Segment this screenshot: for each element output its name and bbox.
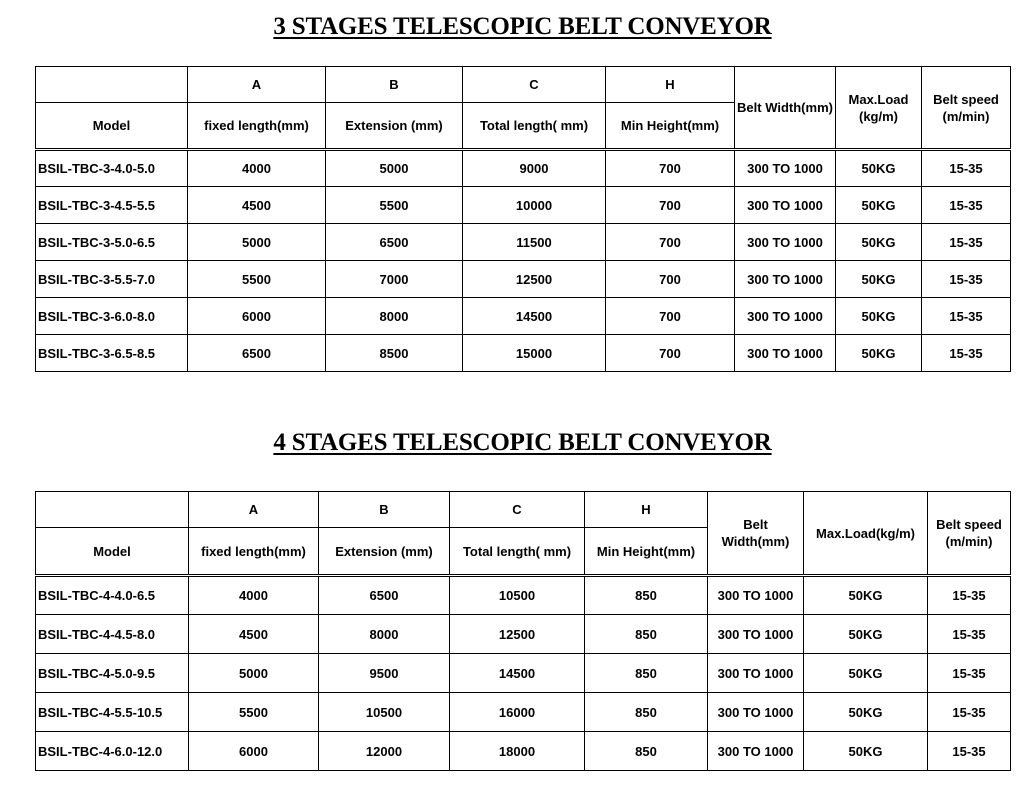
col-letter-h: H — [606, 67, 735, 103]
fixed-length-cell: 4500 — [188, 187, 326, 224]
model-cell: BSIL-TBC-4-4.0-6.5 — [36, 576, 189, 615]
total-length-cell: 15000 — [463, 335, 606, 372]
extension-cell: 5000 — [326, 150, 463, 187]
min-height-cell: 850 — [585, 654, 708, 693]
model-header: Model — [36, 103, 188, 150]
model-cell: BSIL-TBC-4-4.5-8.0 — [36, 615, 189, 654]
table-row — [36, 732, 1011, 771]
col-letter-b: B — [326, 67, 463, 103]
fixed-length-header: fixed length(mm) — [189, 528, 319, 576]
total-length-cell: 11500 — [463, 224, 606, 261]
max-load-cell: 50KG — [836, 187, 922, 224]
header-blank-cell — [36, 67, 188, 103]
table-row — [36, 335, 1011, 372]
belt-width-cell: 300 TO 1000 — [735, 187, 836, 224]
max-load-cell: 50KG — [836, 224, 922, 261]
table-row — [36, 150, 1011, 187]
belt-speed-cell: 15-35 — [928, 654, 1011, 693]
total-length-cell: 12500 — [450, 615, 585, 654]
max-load-cell: 50KG — [804, 615, 928, 654]
belt-width-cell: 300 TO 1000 — [735, 224, 836, 261]
total-length-header: Total length( mm) — [450, 528, 585, 576]
table-row — [36, 187, 1011, 224]
model-cell: BSIL-TBC-4-5.0-9.5 — [36, 654, 189, 693]
fixed-length-cell: 5000 — [188, 224, 326, 261]
col-letter-h: H — [585, 492, 708, 528]
belt-speed-cell: 15-35 — [922, 224, 1011, 261]
belt-speed-cell: 15-35 — [922, 150, 1011, 187]
header-blank-cell — [36, 492, 189, 528]
fixed-length-cell: 5500 — [188, 261, 326, 298]
table-row — [36, 261, 1011, 298]
fixed-length-header: fixed length(mm) — [188, 103, 326, 150]
min-height-header: Min Height(mm) — [585, 528, 708, 576]
min-height-cell: 700 — [606, 261, 735, 298]
belt-speed-header: Belt speed (m/min) — [928, 492, 1011, 576]
extension-header: Extension (mm) — [319, 528, 450, 576]
max-load-cell: 50KG — [836, 335, 922, 372]
extension-cell: 6500 — [326, 224, 463, 261]
total-length-cell: 14500 — [463, 298, 606, 335]
extension-cell: 6500 — [319, 576, 450, 615]
fixed-length-cell: 5000 — [189, 654, 319, 693]
min-height-cell: 700 — [606, 150, 735, 187]
model-cell: BSIL-TBC-4-5.5-10.5 — [36, 693, 189, 732]
extension-cell: 8000 — [319, 615, 450, 654]
model-header: Model — [36, 528, 189, 576]
extension-cell: 12000 — [319, 732, 450, 771]
belt-width-cell: 300 TO 1000 — [708, 576, 804, 615]
total-length-cell: 10500 — [450, 576, 585, 615]
total-length-cell: 18000 — [450, 732, 585, 771]
model-cell: BSIL-TBC-3-5.5-7.0 — [36, 261, 188, 298]
total-length-cell: 9000 — [463, 150, 606, 187]
belt-speed-cell: 15-35 — [922, 298, 1011, 335]
belt-speed-cell: 15-35 — [928, 693, 1011, 732]
fixed-length-cell: 6500 — [188, 335, 326, 372]
extension-cell: 8500 — [326, 335, 463, 372]
model-cell: BSIL-TBC-3-4.5-5.5 — [36, 187, 188, 224]
model-cell: BSIL-TBC-3-6.5-8.5 — [36, 335, 188, 372]
belt-width-cell: 300 TO 1000 — [735, 261, 836, 298]
total-length-header: Total length( mm) — [463, 103, 606, 150]
max-load-cell: 50KG — [804, 693, 928, 732]
spec-table — [35, 66, 1011, 372]
col-letter-a: A — [188, 67, 326, 103]
belt-width-cell: 300 TO 1000 — [735, 150, 836, 187]
belt-speed-cell: 15-35 — [922, 261, 1011, 298]
table-body — [36, 576, 1011, 771]
fixed-length-cell: 6000 — [189, 732, 319, 771]
table-row — [36, 298, 1011, 335]
min-height-cell: 850 — [585, 576, 708, 615]
max-load-cell: 50KG — [836, 150, 922, 187]
total-length-cell: 10000 — [463, 187, 606, 224]
section-title: 3 STAGES TELESCOPIC BELT CONVEYOR — [273, 13, 772, 40]
col-letter-c: C — [463, 67, 606, 103]
extension-cell: 9500 — [319, 654, 450, 693]
table-body — [36, 150, 1011, 372]
fixed-length-cell: 4000 — [188, 150, 326, 187]
extension-cell: 8000 — [326, 298, 463, 335]
model-cell: BSIL-TBC-3-6.0-8.0 — [36, 298, 188, 335]
model-cell: BSIL-TBC-3-5.0-6.5 — [36, 224, 188, 261]
belt-width-header: Belt Width(mm) — [708, 492, 804, 576]
table-row — [36, 654, 1011, 693]
min-height-cell: 850 — [585, 615, 708, 654]
belt-speed-cell: 15-35 — [928, 615, 1011, 654]
header-row-letters — [36, 67, 1011, 103]
belt-width-header: Belt Width(mm) — [735, 67, 836, 150]
model-cell: BSIL-TBC-4-6.0-12.0 — [36, 732, 189, 771]
extension-cell: 7000 — [326, 261, 463, 298]
fixed-length-cell: 5500 — [189, 693, 319, 732]
col-letter-a: A — [189, 492, 319, 528]
max-load-cell: 50KG — [804, 576, 928, 615]
col-letter-c: C — [450, 492, 585, 528]
table-row — [36, 615, 1011, 654]
belt-width-cell: 300 TO 1000 — [735, 298, 836, 335]
belt-speed-cell: 15-35 — [922, 335, 1011, 372]
section-title: 4 STAGES TELESCOPIC BELT CONVEYOR — [273, 429, 772, 456]
belt-width-cell: 300 TO 1000 — [708, 732, 804, 771]
extension-header: Extension (mm) — [326, 103, 463, 150]
belt-width-cell: 300 TO 1000 — [708, 693, 804, 732]
spec-table — [35, 491, 1011, 771]
header-row-letters — [36, 492, 1011, 528]
min-height-cell: 850 — [585, 732, 708, 771]
min-height-cell: 700 — [606, 298, 735, 335]
min-height-header: Min Height(mm) — [606, 103, 735, 150]
belt-width-cell: 300 TO 1000 — [708, 654, 804, 693]
max-load-header: Max.Load (kg/m) — [836, 67, 922, 150]
model-cell: BSIL-TBC-3-4.0-5.0 — [36, 150, 188, 187]
total-length-cell: 16000 — [450, 693, 585, 732]
total-length-cell: 12500 — [463, 261, 606, 298]
fixed-length-cell: 6000 — [188, 298, 326, 335]
belt-width-cell: 300 TO 1000 — [735, 335, 836, 372]
belt-width-cell: 300 TO 1000 — [708, 615, 804, 654]
belt-speed-cell: 15-35 — [928, 576, 1011, 615]
table-row — [36, 693, 1011, 732]
table-row — [36, 576, 1011, 615]
extension-cell: 10500 — [319, 693, 450, 732]
fixed-length-cell: 4000 — [189, 576, 319, 615]
extension-cell: 5500 — [326, 187, 463, 224]
fixed-length-cell: 4500 — [189, 615, 319, 654]
min-height-cell: 700 — [606, 224, 735, 261]
min-height-cell: 700 — [606, 335, 735, 372]
max-load-cell: 50KG — [836, 261, 922, 298]
belt-speed-cell: 15-35 — [922, 187, 1011, 224]
max-load-cell: 50KG — [836, 298, 922, 335]
belt-speed-cell: 15-35 — [928, 732, 1011, 771]
max-load-cell: 50KG — [804, 654, 928, 693]
total-length-cell: 14500 — [450, 654, 585, 693]
max-load-cell: 50KG — [804, 732, 928, 771]
min-height-cell: 850 — [585, 693, 708, 732]
table-row — [36, 224, 1011, 261]
belt-speed-header: Belt speed (m/min) — [922, 67, 1011, 150]
col-letter-b: B — [319, 492, 450, 528]
min-height-cell: 700 — [606, 187, 735, 224]
max-load-header: Max.Load(kg/m) — [804, 492, 928, 576]
